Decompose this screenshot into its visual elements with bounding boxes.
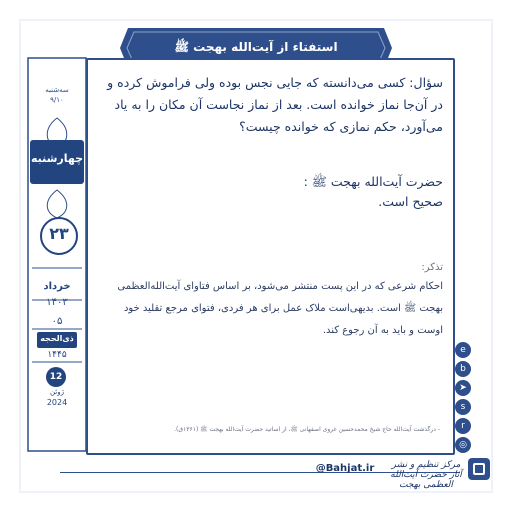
- day-number: ۲۳: [49, 224, 69, 243]
- hijri-month: ذی‌الحجه: [40, 334, 74, 343]
- hijri-year: ۱۴۴۵: [47, 350, 67, 360]
- footnote: - درگذشت آیت‌الله حاج شیخ محمدحسین غروی اصفهانی ﷺ، از اساتید حضرت آیت‌الله بهجت ﷺ (۱۳۶۱ق).: [174, 426, 440, 433]
- top-value: ۹/۱۰: [50, 96, 64, 104]
- header-title: استفتاء از آیت‌الله بهجت ﷺ: [174, 40, 338, 54]
- weekday: چهارشنبه: [30, 152, 84, 165]
- eitaa-icon[interactable]: e: [455, 342, 471, 358]
- answer-text: صحیح است.: [378, 194, 443, 209]
- hijri-day: ۰۵: [51, 316, 63, 327]
- soroush-icon[interactable]: s: [455, 399, 471, 415]
- instagram-icon[interactable]: ◎: [455, 437, 471, 453]
- telegram-icon[interactable]: ➤: [455, 380, 471, 396]
- top-label: سه‌شنبه: [45, 86, 69, 94]
- social-handle[interactable]: @Bahjat.ir: [315, 463, 375, 474]
- greg-month: ژوئن: [49, 388, 65, 396]
- solar-year: ۱۴۰۳: [46, 297, 68, 308]
- note-title: تذکر:: [421, 262, 443, 273]
- answer-title: حضرت آیت‌الله بهجت ﷺ :: [303, 174, 443, 189]
- question-text: سؤال: کسی می‌دانسته که جایی نجس بوده ولی فراموش کرده و در آن‌جا نماز خوانده است. بعد از نماز نجاست آن مکان را به یاد می‌آورد، حکم نمازی که خوانده چیست؟: [107, 75, 443, 134]
- solar-month: خرداد: [43, 281, 71, 292]
- bale-icon[interactable]: b: [455, 361, 471, 377]
- greg-year: 2024: [46, 398, 68, 407]
- greg-day: 12: [49, 372, 63, 382]
- logo-inner-icon: [473, 463, 485, 475]
- note-text: احکام شرعی که در این پست منتشر می‌شود، بر اساس فتاوای آیت‌الله‌العظمی بهجت ﷺ است. بدیهی‌است ملاک عمل برای هر فردی، فتوای مرجع تقلید خود اوست و باید به آن رجوع کند.: [117, 281, 443, 336]
- rubika-icon[interactable]: r: [455, 418, 471, 434]
- calligraphy-signature: مرکز تنظیم و نشر آثار حضرت آیت‌الله العظمی بهجت: [390, 460, 462, 490]
